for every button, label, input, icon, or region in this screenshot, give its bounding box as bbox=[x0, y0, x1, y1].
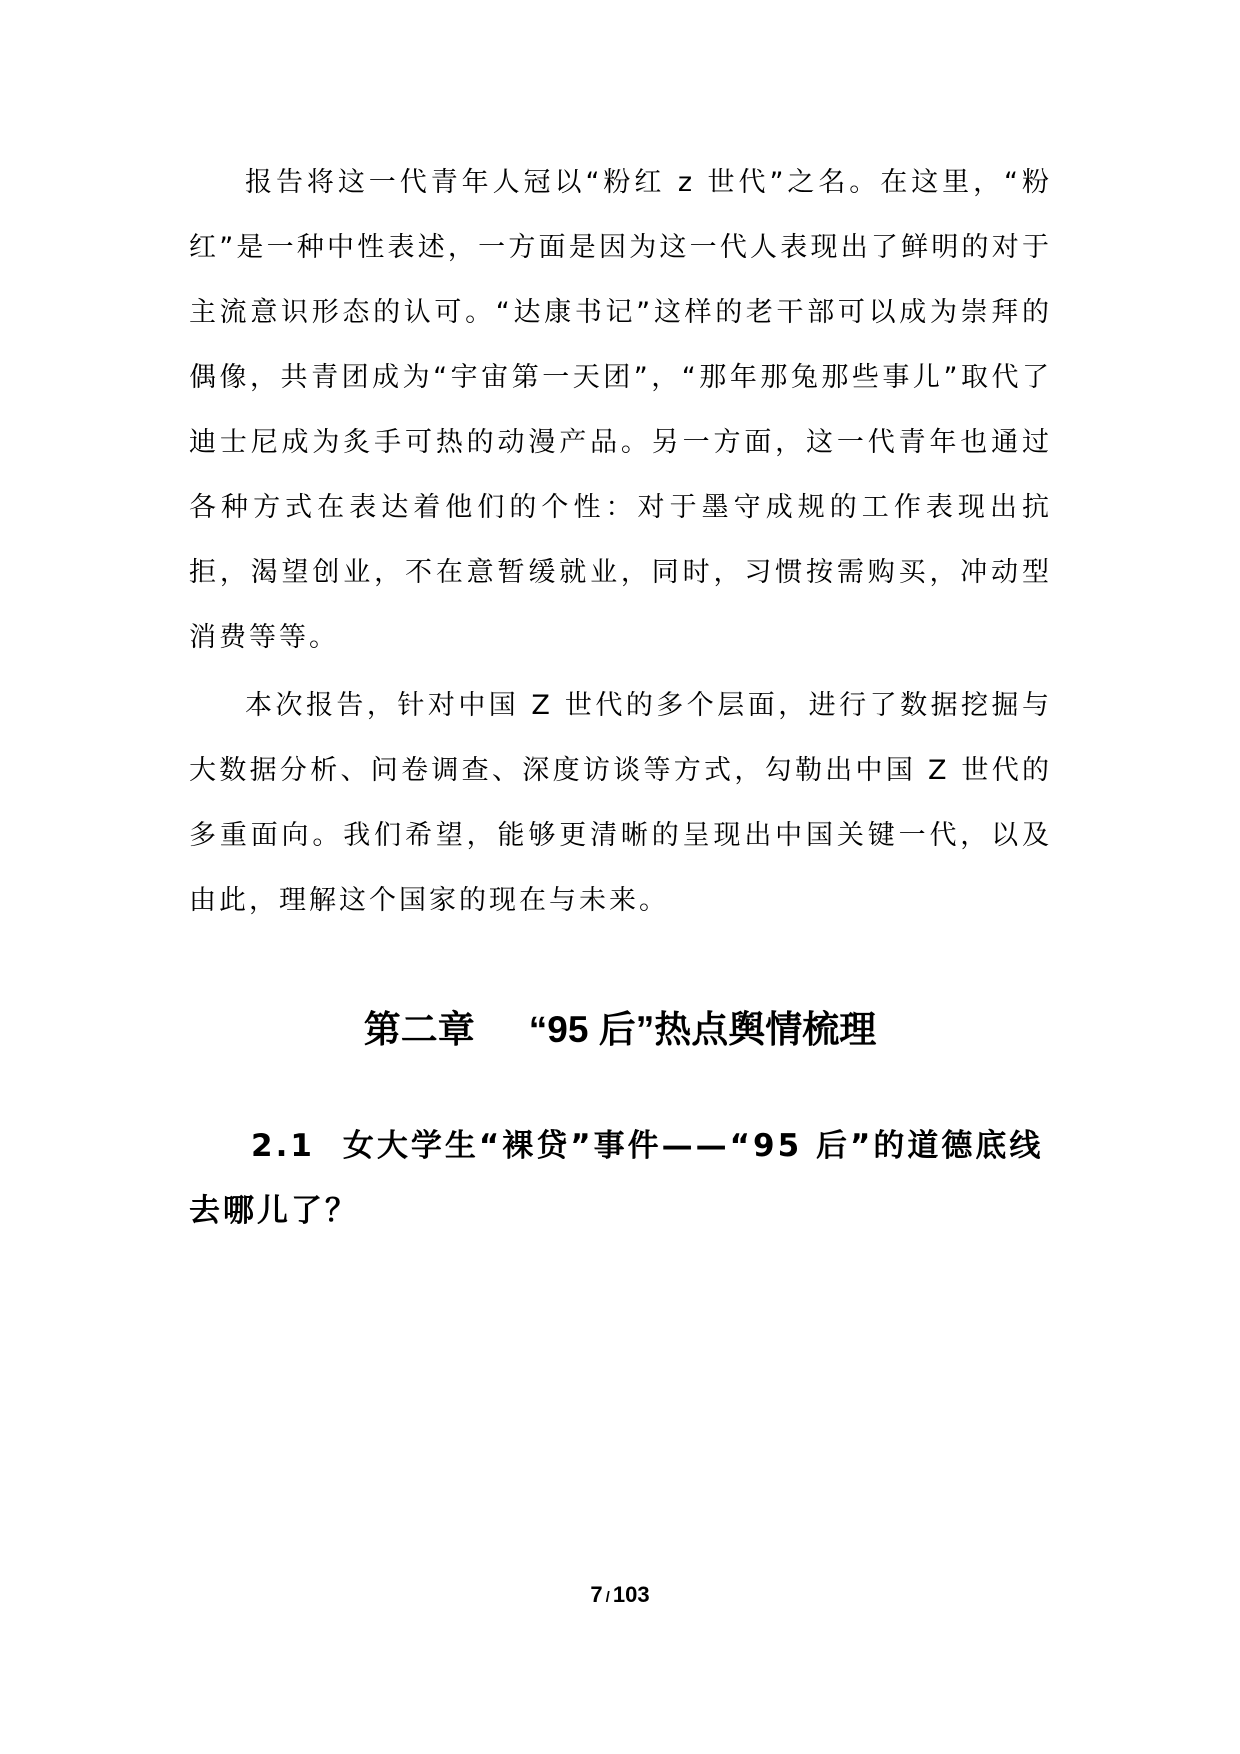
chapter-heading bbox=[0, 1000, 1240, 1060]
chapter-title: “95 后”热点舆情梳理 bbox=[528, 1009, 877, 1050]
page-separator: / bbox=[605, 1589, 610, 1606]
chapter-number: 第二章 bbox=[363, 1009, 475, 1050]
body-paragraph-2: 本次报告，针对中国 Z 世代的多个层面，进行了数据挖掘与大数据分析、问卷调查、深度访谈等方式，勾勒出中国 Z 世代的多重面向。我们希望，能够更清晰的呈现出中国关键一代，以及由此，理解这个国家的现在与未来。 bbox=[189, 690, 1052, 916]
section-number: 2.1 bbox=[251, 1128, 315, 1164]
current-page: 7 bbox=[590, 1582, 603, 1607]
total-pages: 103 bbox=[612, 1582, 650, 1607]
section-heading bbox=[189, 1114, 1052, 1244]
section-title: 女大学生“裸贷”事件——“95 后”的道德底线去哪儿了？ bbox=[189, 1128, 1044, 1229]
page-number bbox=[0, 1582, 1240, 1608]
body-paragraph-1: 报告将这一代青年人冠以“粉红 z 世代”之名。在这里，“粉红”是一种中性表述，一方面是因为这一代人表现出了鲜明的对于主流意识形态的认可。“达康书记”这样的老干部可以成为崇拜的偶像，共青团成为“宇宙第一天团”，“那年那兔那些事儿”取代了迪士尼成为炙手可热的动漫产品。另一方面，这一代青年也通过各种方式在表达着他们的个性：对于墨守成规的工作表现出抗拒，渴望创业，不在意暂缓就业，同时，习惯按需购买，冲动型消费等等。 bbox=[189, 167, 1052, 653]
